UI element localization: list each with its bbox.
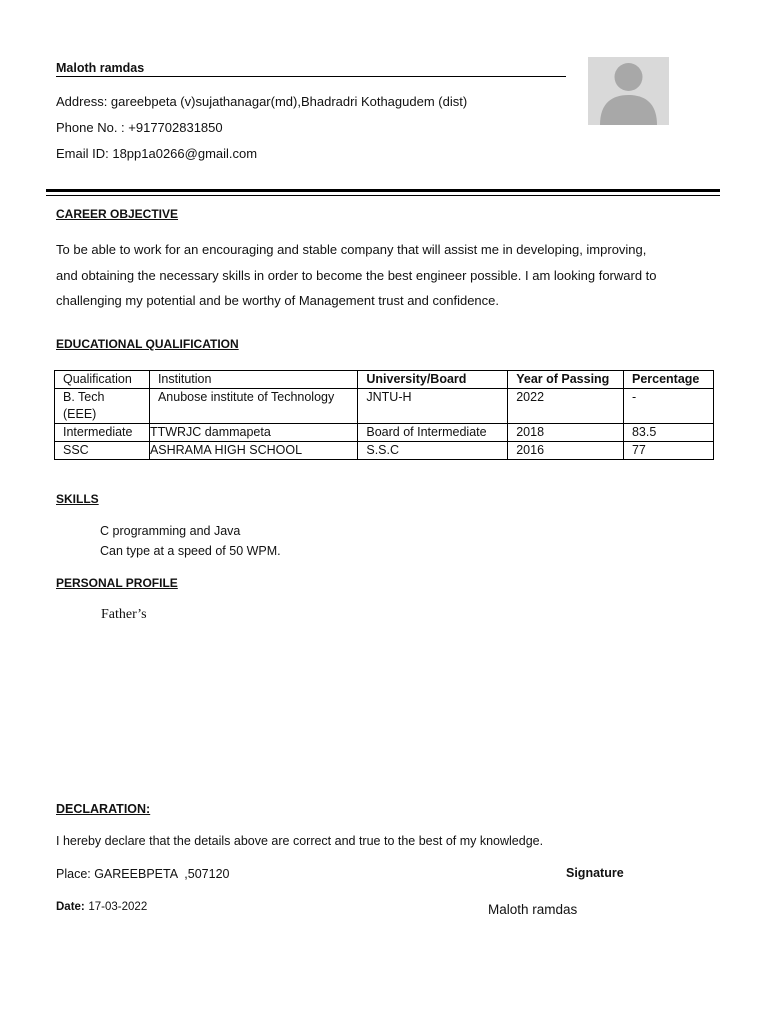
table-cell: Board of Intermediate xyxy=(358,424,508,442)
education-table xyxy=(54,370,714,460)
table-cell: 77 xyxy=(623,442,713,460)
column-header-institution: Institution xyxy=(149,371,357,389)
skills-heading: SKILLS xyxy=(56,492,99,506)
table-cell: 2018 xyxy=(508,424,624,442)
email-line: Email ID: 18pp1a0266@gmail.com xyxy=(56,146,258,161)
declaration-heading: DECLARATION: xyxy=(56,802,151,816)
career-line-2: and obtaining the necessary skills in order to become the best engineer possible. I am looking forward to xyxy=(56,267,657,283)
column-header-year: Year of Passing xyxy=(508,371,624,389)
career-line-1: To be able to work for an encouraging and stable company that will assist me in developing, improving, xyxy=(56,242,647,257)
table-cell: B. Tech (EEE) xyxy=(55,389,150,424)
signature-label: Signature xyxy=(566,866,624,880)
education-heading: EDUCATIONAL QUALIFICATION xyxy=(56,337,239,351)
table-cell: ASHRAMA HIGH SCHOOL xyxy=(149,442,357,460)
skill-item: C programming and Java xyxy=(100,524,241,538)
table-row xyxy=(55,424,714,442)
signer-name: Maloth ramdas xyxy=(488,902,578,917)
skill-item: Can type at a speed of 50 WPM. xyxy=(100,544,281,558)
fathers-label: Father’s xyxy=(101,607,147,622)
date-label: Date: xyxy=(56,901,85,913)
career-objective-heading: CAREER OBJECTIVE xyxy=(56,207,179,221)
table-cell: Anubose institute of Technology xyxy=(149,389,357,424)
column-header-university: University/Board xyxy=(358,371,508,389)
avatar-icon xyxy=(588,57,669,125)
column-header-qualification: Qualification xyxy=(55,371,150,389)
address-line: Address: gareebpeta (v)sujathanagar(md),Bhadradri Kothagudem (dist) xyxy=(56,94,468,109)
table-cell: TTWRJC dammapeta xyxy=(149,424,357,442)
column-header-percentage: Percentage xyxy=(623,371,713,389)
table-cell: 2016 xyxy=(508,442,624,460)
table-cell: 2022 xyxy=(508,389,624,424)
date-value: 17-03-2022 xyxy=(88,901,148,913)
table-row xyxy=(55,442,714,460)
table-cell: SSC xyxy=(55,442,150,460)
table-row xyxy=(55,389,714,424)
table-cell: 83.5 xyxy=(623,424,713,442)
header-divider-thin xyxy=(46,195,720,196)
header-divider-thick xyxy=(46,189,720,192)
profile-photo-placeholder xyxy=(588,57,669,125)
candidate-name: Maloth ramdas xyxy=(56,60,566,77)
career-line-3: challenging my potential and be worthy of Management trust and confidence. xyxy=(56,293,499,308)
table-cell: - xyxy=(623,389,713,424)
table-cell: JNTU-H xyxy=(358,389,508,424)
date-line xyxy=(56,898,147,913)
table-header-row xyxy=(55,371,714,389)
declaration-text: I hereby declare that the details above are correct and true to the best of my knowledge. xyxy=(56,834,544,848)
place-line: Place: GAREEBPETA ,507120 xyxy=(56,867,230,881)
phone-line: Phone No. : +917702831850 xyxy=(56,120,223,135)
personal-profile-heading: PERSONAL PROFILE xyxy=(56,576,178,590)
table-cell: Intermediate xyxy=(55,424,150,442)
table-cell: S.S.C xyxy=(358,442,508,460)
career-objective-text xyxy=(56,237,716,314)
